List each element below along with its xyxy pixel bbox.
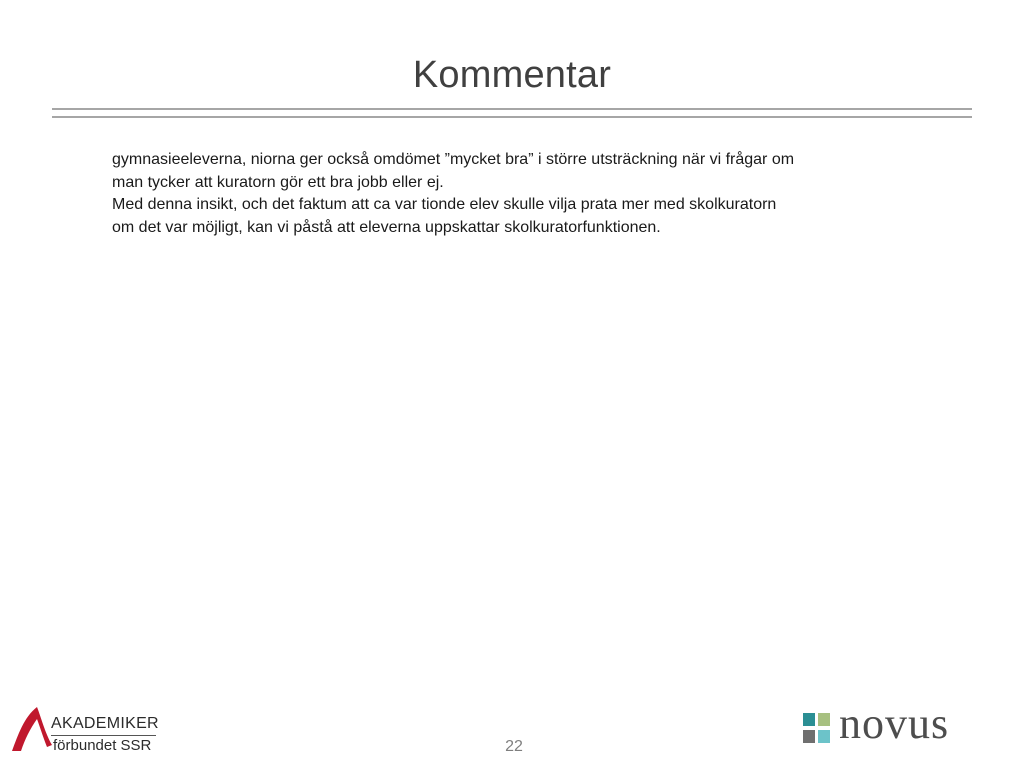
slide-title: Kommentar — [412, 54, 612, 96]
body-line: gymnasieeleverna, niorna ger också omdömet ”mycket bra” i större utsträckning när vi frågar om — [112, 151, 795, 168]
akademiker-mark-icon — [10, 705, 54, 753]
novus-wordmark: novus — [839, 699, 950, 748]
akademiker-logo — [10, 705, 170, 757]
akademiker-logo-line2: förbundet SSR — [53, 737, 152, 754]
title-rule-bottom — [52, 116, 972, 118]
akademiker-logo-line1: AKADEMIKER — [51, 715, 159, 732]
novus-squares-icon — [803, 713, 833, 745]
page-number: 22 — [505, 738, 523, 755]
body-line: om det var möjligt, kan vi påstå att eleverna uppskattar skolkuratorfunktionen. — [112, 218, 661, 236]
body-line: Med denna insikt, och det faktum att ca var tionde elev skulle vilja prata mer med skolkuratorn — [112, 196, 777, 213]
body-text — [112, 149, 912, 239]
body-line: man tycker att kuratorn gör ett bra jobb eller ej. — [112, 173, 444, 191]
title-rule-top — [52, 108, 972, 110]
akademiker-logo-divider — [51, 735, 156, 736]
novus-logo — [803, 699, 1013, 748]
